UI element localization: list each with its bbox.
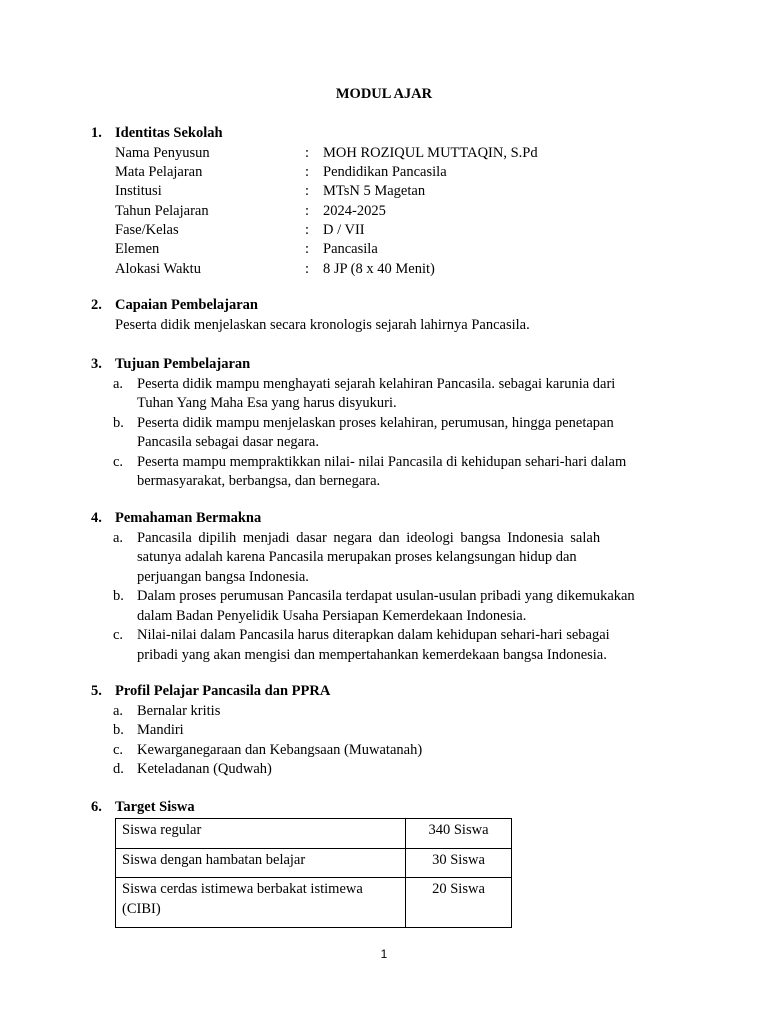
identity-colon: : bbox=[305, 241, 310, 258]
table-cell-value: 30 Siswa bbox=[406, 849, 512, 878]
section-heading bbox=[91, 296, 681, 316]
list-item-line: Tuhan Yang Maha Esa yang harus disyukuri. bbox=[137, 395, 397, 411]
section-title: Pemahaman Bermakna bbox=[115, 510, 262, 526]
list-item bbox=[91, 626, 681, 665]
list-item bbox=[91, 375, 681, 414]
list-item-text: Keteladanan (Qudwah) bbox=[137, 761, 272, 777]
list-item-text: Bernalar kritis bbox=[137, 702, 221, 719]
section-title: Capaian Pembelajaran bbox=[115, 297, 258, 313]
list-item-line: Peserta didik mampu menjelaskan proses kelahiran, perumusan, hingga penetapan bbox=[137, 414, 614, 431]
list-marker: c. bbox=[113, 453, 124, 470]
section-number: 4. bbox=[91, 510, 102, 526]
section-number: 1. bbox=[91, 125, 102, 141]
section-heading bbox=[91, 355, 681, 375]
identity-value: 8 JP (8 x 40 Menit) bbox=[323, 260, 435, 277]
page-number: 1 bbox=[380, 947, 388, 961]
identity-row bbox=[91, 260, 681, 279]
section-heading bbox=[91, 682, 681, 702]
identity-colon: : bbox=[305, 202, 310, 219]
section-heading bbox=[91, 124, 681, 144]
list-item-line: dalam Badan Penyelidik Usaha Persiapan Kemerdekaan Indonesia. bbox=[137, 607, 527, 624]
identity-label: Institusi bbox=[115, 183, 162, 200]
table-cell-label: Siswa regular bbox=[116, 819, 406, 849]
list-item-line: Peserta didik mampu menghayati sejarah kelahiran Pancasila. sebagai karunia dari bbox=[137, 375, 616, 392]
table-cell-line: Siswa cerdas istimewa berbakat istimewa bbox=[122, 881, 363, 897]
list-item-line: perjuangan bangsa Indonesia. bbox=[137, 568, 309, 585]
table-cell-value: 20 Siswa bbox=[406, 878, 512, 928]
list-item bbox=[91, 741, 681, 761]
target-siswa-table bbox=[115, 818, 512, 928]
list-marker: a. bbox=[113, 702, 124, 719]
document-title: MODUL AJAR bbox=[335, 86, 433, 102]
identity-row bbox=[91, 221, 681, 240]
list-marker: b. bbox=[113, 588, 124, 604]
section-paragraph: Peserta didik menjelaskan secara kronologis sejarah lahirnya Pancasila. bbox=[115, 316, 530, 333]
section-heading bbox=[91, 798, 681, 818]
list-item-line: bermasyarakat, berbangsa, dan bernegara. bbox=[137, 473, 381, 489]
list-item bbox=[91, 587, 681, 626]
section-title: Target Siswa bbox=[115, 799, 195, 815]
table-row bbox=[116, 849, 512, 878]
table-cell-value: 340 Siswa bbox=[406, 819, 512, 849]
section-target-siswa bbox=[91, 798, 681, 818]
identity-value: D / VII bbox=[323, 222, 365, 239]
list-marker: b. bbox=[113, 722, 124, 738]
section-number: 6. bbox=[91, 799, 102, 815]
list-item-line: pribadi yang akan mengisi dan mempertahankan kemerdekaan bangsa Indonesia. bbox=[137, 646, 607, 663]
identity-row bbox=[91, 163, 681, 182]
identity-label: Alokasi Waktu bbox=[115, 260, 201, 277]
identity-row bbox=[91, 182, 681, 201]
identity-label: Elemen bbox=[115, 241, 160, 258]
identity-value: 2024-2025 bbox=[323, 202, 386, 219]
identity-row bbox=[91, 144, 681, 163]
identity-colon: : bbox=[305, 163, 310, 180]
identity-label: Fase/Kelas bbox=[115, 222, 179, 239]
section-identitas-sekolah bbox=[91, 124, 681, 279]
list-marker: b. bbox=[113, 414, 124, 431]
identity-colon: : bbox=[305, 260, 310, 277]
identity-value: MTsN 5 Magetan bbox=[323, 183, 426, 200]
identity-label: Tahun Pelajaran bbox=[115, 202, 209, 219]
list-marker: c. bbox=[113, 627, 124, 643]
identity-label: Nama Penyusun bbox=[115, 144, 210, 161]
list-marker: d. bbox=[113, 761, 124, 777]
list-item bbox=[91, 453, 681, 492]
identity-colon: : bbox=[305, 183, 310, 200]
section-title: Identitas Sekolah bbox=[115, 125, 223, 141]
section-profil-pelajar bbox=[91, 682, 681, 780]
section-heading bbox=[91, 509, 681, 529]
table-cell-line: (CIBI) bbox=[122, 901, 161, 917]
section-capaian-pembelajaran bbox=[91, 296, 681, 335]
table-cell-label: Siswa dengan hambatan belajar bbox=[116, 849, 406, 878]
section-pemahaman-bermakna bbox=[91, 509, 681, 665]
identity-row bbox=[91, 240, 681, 259]
identity-label: Mata Pelajaran bbox=[115, 163, 203, 180]
list-item-text: Mandiri bbox=[137, 722, 184, 738]
list-marker: a. bbox=[113, 375, 124, 392]
list-item bbox=[91, 702, 681, 722]
table-row bbox=[116, 878, 512, 928]
section-number: 3. bbox=[91, 356, 102, 372]
list-item-line: Dalam proses perumusan Pancasila terdapat usulan-usulan pribadi yang dikemukakan bbox=[137, 588, 635, 604]
list-item-line: Peserta mampu mempraktikkan nilai- nilai Pancasila di kehidupan sehari-hari dalam bbox=[137, 453, 627, 470]
identity-row bbox=[91, 202, 681, 221]
section-number: 2. bbox=[91, 297, 102, 313]
identity-colon: : bbox=[305, 144, 310, 161]
identity-value: MOH ROZIQUL MUTTAQIN, S.Pd bbox=[323, 144, 538, 161]
list-item-line: Nilai-nilai dalam Pancasila harus diterapkan dalam kehidupan sehari-hari sebagai bbox=[137, 627, 610, 643]
identity-value: Pancasila bbox=[323, 241, 378, 258]
section-title: Profil Pelajar Pancasila dan PPRA bbox=[115, 683, 331, 699]
list-item-line: Pancasila sebagai dasar negara. bbox=[137, 434, 319, 450]
list-marker: c. bbox=[113, 741, 124, 758]
list-item-line: Pancasila dipilih menjadi dasar negara dan ideologi bangsa Indonesia salah bbox=[137, 529, 601, 546]
list-item-line: satunya adalah karena Pancasila merupakan proses kelangsungan hidup dan bbox=[137, 549, 577, 565]
list-item bbox=[91, 760, 681, 780]
identity-value: Pendidikan Pancasila bbox=[323, 163, 447, 180]
list-marker: a. bbox=[113, 529, 124, 546]
identity-colon: : bbox=[305, 222, 310, 239]
section-number: 5. bbox=[91, 683, 102, 699]
section-tujuan-pembelajaran bbox=[91, 355, 681, 492]
table-row bbox=[116, 819, 512, 849]
list-item bbox=[91, 721, 681, 741]
list-item bbox=[91, 529, 681, 588]
table-cell-label bbox=[116, 878, 406, 928]
list-item-text: Kewarganegaraan dan Kebangsaan (Muwatanah) bbox=[137, 741, 423, 758]
section-title: Tujuan Pembelajaran bbox=[115, 356, 251, 372]
list-item bbox=[91, 414, 681, 453]
